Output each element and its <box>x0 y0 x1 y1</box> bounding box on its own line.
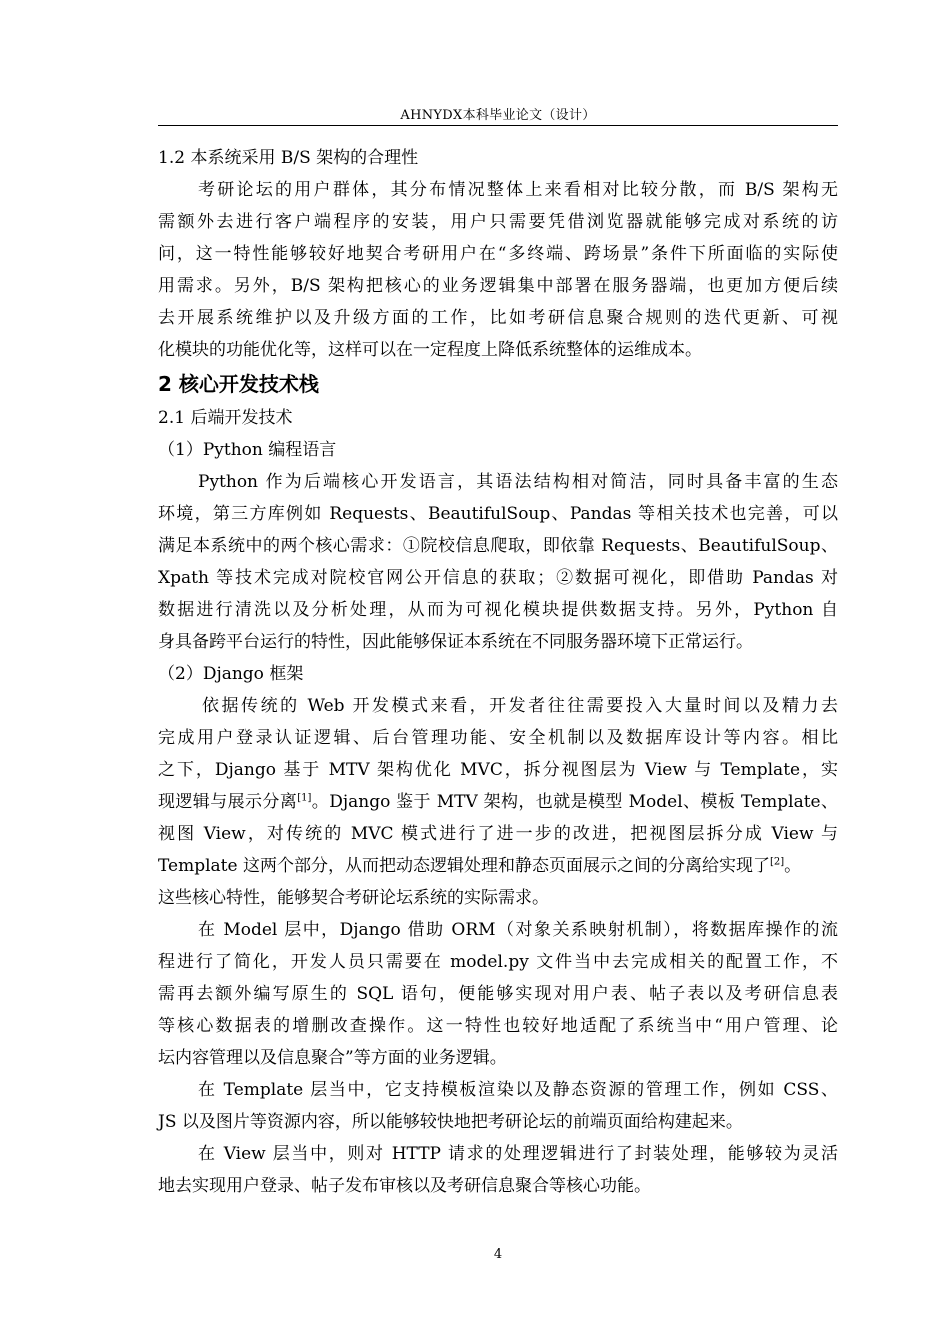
paragraph-line: 数据进行清洗以及分析处理，从而为可视化模块提供数据支持。另外，Python 自 <box>158 600 838 620</box>
text-span: 现逻辑与展示分离 <box>158 792 298 812</box>
paragraph-line: JS 以及图片等资源内容，所以能够较快地把考研论坛的前端页面给构建起来。 <box>158 1112 743 1132</box>
paragraph-python <box>158 466 838 658</box>
paragraph-line: 完成用户登录认证逻辑、后台管理功能、安全机制以及数据库设计等内容。相比 <box>158 728 838 748</box>
paragraph-line: 视图 View，对传统的 MVC 模式进行了进一步的改进，把视图层拆分成 View 与 <box>158 824 838 844</box>
paragraph-django-intro <box>158 690 838 914</box>
paragraph-line: 身具备跨平台运行的特性，因此能够保证本系统在不同服务器环境下正常运行。 <box>158 632 753 652</box>
page-number: 4 <box>493 1247 503 1262</box>
paragraph-django-view <box>158 1138 838 1202</box>
paragraph-line: Python 作为后端核心开发语言，其语法结构相对简洁，同时具备丰富的生态 <box>198 472 838 492</box>
paragraph-bs-architecture <box>158 174 838 366</box>
section-heading-1-2: 1.2 本系统采用 B/S 架构的合理性 <box>158 148 419 168</box>
section-heading-2-1: 2.1 后端开发技术 <box>158 408 293 428</box>
paragraph-line: 在 Template 层当中，它支持模板渲染以及静态资源的管理工作，例如 CSS、 <box>198 1080 838 1100</box>
paragraph-line: 环境，第三方库例如 Requests、BeautifulSoup、Pandas 等相关技术也完善，可以 <box>158 504 838 524</box>
paragraph-line: 需再去额外编写原生的 SQL 语句，便能够实现对用户表、帖子表以及考研信息表 <box>158 984 838 1004</box>
citation-marker: [2] <box>769 856 785 868</box>
header-rule <box>158 125 838 126</box>
paragraph-line: 之下，Django 基于 MTV 架构优化 MVC，拆分视图层为 View 与 Template，实 <box>158 760 838 780</box>
paragraph-line: 考研论坛的用户群体，其分布情况整体上来看相对比较分散，而 B/S 架构无 <box>198 180 838 200</box>
text-span: Template 这两个部分，从而把动态逻辑处理和静态页面展示之间的分离给实现了 <box>158 856 770 876</box>
paragraph-line: 等核心数据表的增删改查操作。这一特性也较好地适配了系统当中“用户管理、论 <box>158 1016 838 1036</box>
text-span: 。Django 鉴于 MTV 架构，也就是模型 Model、模板 Template、 <box>311 792 838 812</box>
paragraph-line: 在 Model 层中，Django 借助 ORM（对象关系映射机制），将数据库操作的流 <box>198 920 838 940</box>
paragraph-line: 去开展系统维护以及升级方面的工作，比如考研信息聚合规则的迭代更新、可视 <box>158 308 838 328</box>
paragraph-line: 地去实现用户登录、帖子发布审核以及考研信息聚合等核心功能。 <box>158 1176 651 1196</box>
paragraph-line: 化模块的功能优化等，这样可以在一定程度上降低系统整体的运维成本。 <box>158 340 702 360</box>
citation-marker: [1] <box>297 792 312 804</box>
body-content <box>158 142 838 1202</box>
paragraph-line: 满足本系统中的两个核心需求：①院校信息爬取，即依靠 Requests、BeautifulSoup、 <box>158 536 838 556</box>
paragraph-line: 程进行了简化，开发人员只需要在 model.py 文件当中去完成相关的配置工作，不 <box>158 952 838 972</box>
paragraph-line: 依据传统的 Web 开发模式来看，开发者往往需要投入大量时间以及精力去 <box>202 696 838 716</box>
subsection-heading-python: （1）Python 编程语言 <box>158 440 337 460</box>
paragraph-line: Xpath 等技术完成对院校官网公开信息的获取；②数据可视化，即借助 Pandas 对 <box>158 568 838 588</box>
paragraph-django-model <box>158 914 838 1074</box>
paragraph-django-template <box>158 1074 838 1138</box>
paragraph-line: 用需求。另外，B/S 架构把核心的业务逻辑集中部署在服务器端，也更加方便后续 <box>158 276 838 296</box>
paragraph-line: 需额外去进行客户端程序的安装，用户只需要凭借浏览器就能够完成对系统的访 <box>158 212 838 232</box>
paragraph-line: 问，这一特性能够较好地契合考研用户在“多终端、跨场景”条件下所面临的实际使 <box>158 244 838 264</box>
text-span: 。 <box>784 856 802 876</box>
subsection-heading-django: （2）Django 框架 <box>158 664 304 684</box>
running-header: AHNYDX本科毕业论文（设计） <box>400 108 596 123</box>
paragraph-line-with-citation <box>158 786 838 818</box>
paragraph-line: 在 View 层当中，则对 HTTP 请求的处理逻辑进行了封装处理，能够较为灵活 <box>198 1144 838 1164</box>
paragraph-line: 坛内容管理以及信息聚合”等方面的业务逻辑。 <box>158 1048 507 1068</box>
chapter-heading-2: 2 核心开发技术栈 <box>158 372 319 396</box>
paragraph-line-with-citation <box>158 850 838 882</box>
paragraph-line: 这些核心特性，能够契合考研论坛系统的实际需求。 <box>158 888 549 908</box>
